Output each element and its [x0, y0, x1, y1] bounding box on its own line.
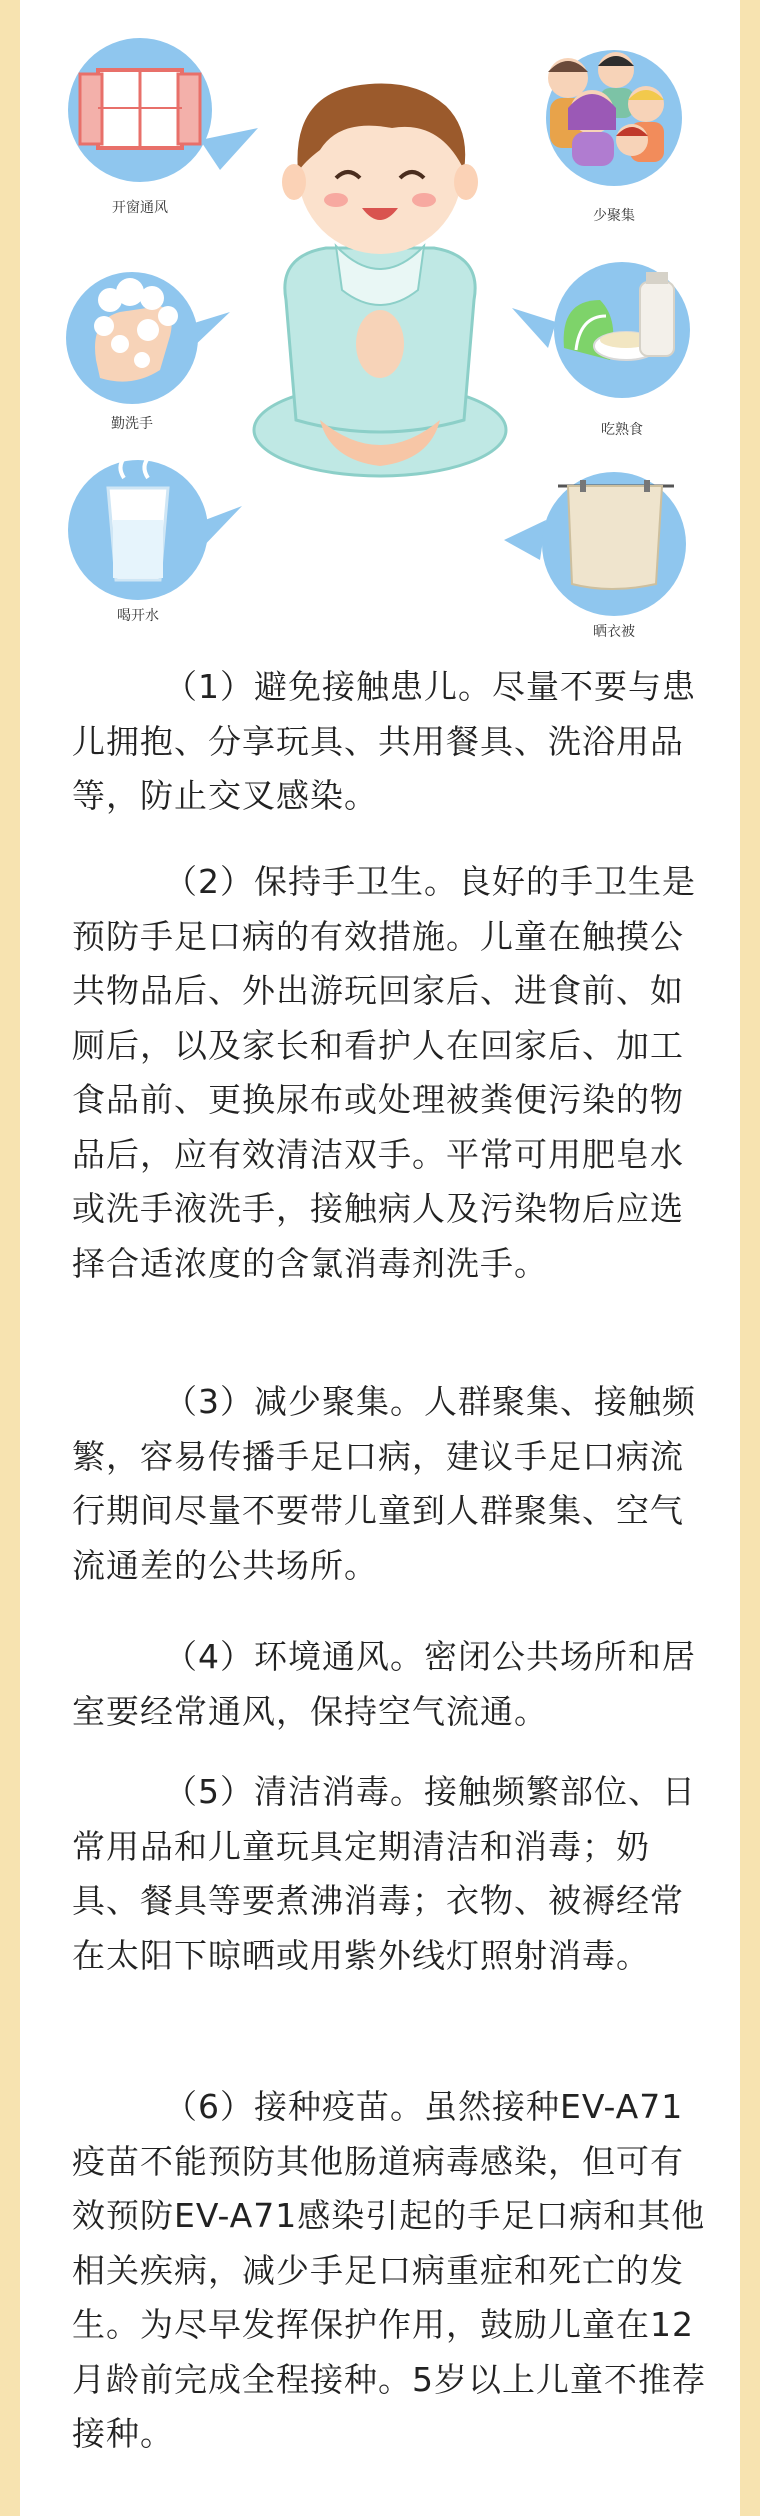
handwash-icon	[66, 272, 230, 404]
paragraph-6: （6）接种疫苗。虽然接种EV-A71疫苗不能预防其他肠道病毒感染，但可有效预防EV-A71感染引起的手足口病和其他相关疾病，减少手足口病重症和死亡的发生。为尽早发挥保护作用，鼓励儿童在12月龄前完成全程接种。5岁以上儿童不推荐接种。	[72, 2087, 706, 2453]
boiled-water-icon	[68, 434, 242, 600]
label-sun: 晒衣被	[593, 624, 635, 640]
crowd-icon	[546, 50, 682, 186]
label-water: 喝开水	[117, 608, 159, 624]
label-handwash: 勤洗手	[111, 416, 153, 432]
label-crowd: 少聚集	[593, 208, 635, 224]
paragraph-2: （2）保持手卫生。良好的手卫生是预防手足口病的有效措施。儿童在触摸公共物品后、外出游玩回家后、进食前、如厕后，以及家长和看护人在回家后、加工食品前、更换尿布或处理被粪便污染的物品后，应有效清洁双手。平常可用肥皂水或洗手液洗手，接触病人及污染物后应选择合适浓度的含氯消毒剂洗手。	[72, 862, 696, 1283]
paragraph-5: （5）清洁消毒。接触频繁部位、日常用品和儿童玩具定期清洁和消毒；奶具、餐具等要煮沸消毒；衣物、被褥经常在太阳下晾晒或用紫外线灯照射消毒。	[72, 1772, 696, 1975]
label-window: 开窗通风	[112, 200, 168, 216]
label-food: 吃熟食	[601, 422, 643, 438]
paragraph-3: （3）减少聚集。人群聚集、接触频繁，容易传播手足口病，建议手足口病流行期间尽量不要带儿童到人群聚集、空气流通差的公共场所。	[72, 1382, 696, 1585]
child-figure	[254, 84, 506, 477]
article-card	[20, 0, 740, 2516]
open-window-icon	[68, 38, 258, 182]
paragraph-1: （1）避免接触患儿。尽量不要与患儿拥抱、分享玩具、共用餐具、洗浴用品等，防止交叉感染。	[72, 667, 696, 815]
sun-bedding-icon	[504, 472, 686, 616]
paragraph-4: （4）环境通风。密闭公共场所和居室要经常通风，保持空气流通。	[72, 1637, 696, 1731]
cooked-food-icon	[512, 262, 690, 398]
prevention-illustration	[20, 0, 740, 650]
